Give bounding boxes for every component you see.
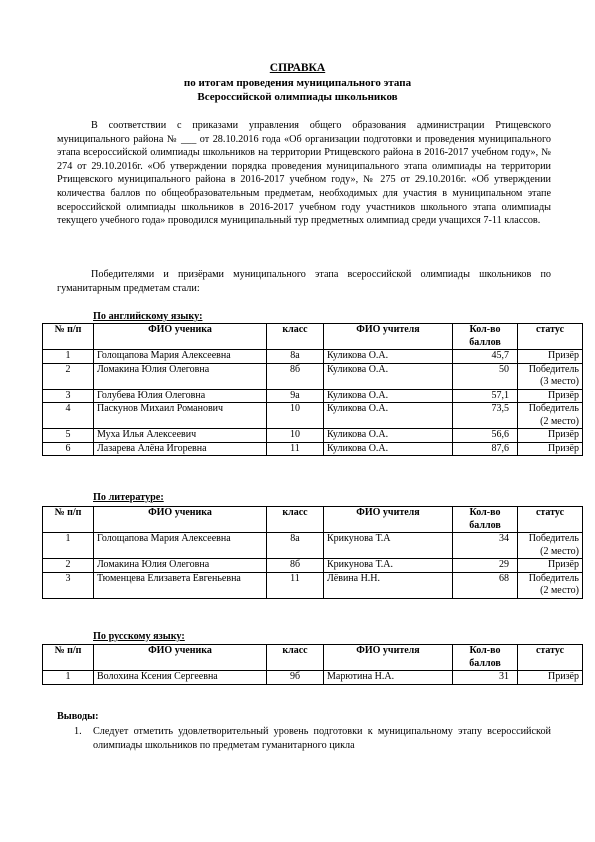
cell-class: 11	[267, 442, 324, 456]
table-row	[43, 350, 583, 364]
cell-score: 34	[453, 533, 518, 559]
cell-num: 5	[43, 429, 94, 443]
col-teacher-header: ФИО учителя	[324, 324, 453, 350]
col-class-header: класс	[267, 507, 324, 533]
cell-name: Муха Илья Алексеевич	[94, 429, 267, 443]
col-status-header: статус	[518, 324, 583, 350]
cell-name: Ломакина Юлия Олеговна	[94, 559, 267, 573]
cell-num: 3	[43, 389, 94, 403]
col-status-header: статус	[518, 645, 583, 671]
table-row	[43, 429, 583, 443]
cell-score: 56,6	[453, 429, 518, 443]
cell-teacher: Куликова О.А.	[324, 442, 453, 456]
cell-num: 1	[43, 671, 94, 685]
cell-status: Призёр	[518, 559, 583, 573]
intro-paragraph-text: В соответствии с приказами управления общего образования администрации Ртищевского муниципального района № ___ от 28.10.2016 года «Об организации подготовки и проведения муниципального этапа всероссийской олимпиады школьников на территории Ртищевского района в 2016-2017 учебном году», № 274 от 29.10.2016г. «Об утверждении порядка проведения муниципального этапа олимпиады на территории Ртищевского муниципального района в 2016-2017 учебном году», № 275 от 29.10.2016г. «Об утверждении количества баллов по общеобразовательным предметам, необходимых для участия в муниципальном этапе всероссийской олимпиады школьников в 2016-2017 учебном году участников школьного этапа олимпиады текущего учебного года» проводился муниципальный тур предметных олимпиад среди учащихся 7-11 классов.	[57, 120, 551, 227]
conclusion-item-number: 1.	[74, 726, 82, 737]
cell-score: 50	[453, 363, 518, 389]
table-header-row	[43, 645, 583, 671]
winners-paragraph	[57, 268, 551, 295]
cell-name: Ломакина Юлия Олеговна	[94, 363, 267, 389]
col-score-header: Кол-во баллов	[453, 507, 518, 533]
cell-name: Паскунов Михаил Романович	[94, 403, 267, 429]
table-header-row	[43, 324, 583, 350]
cell-score: 29	[453, 559, 518, 573]
col-teacher-header: ФИО учителя	[324, 645, 453, 671]
section-heading-literature: По литературе:	[93, 492, 164, 503]
cell-teacher: Лёвина Н.Н.	[324, 572, 453, 598]
cell-score: 57,1	[453, 389, 518, 403]
cell-class: 8б	[267, 559, 324, 573]
cell-status: Призёр	[518, 671, 583, 685]
cell-teacher: Куликова О.А.	[324, 363, 453, 389]
cell-status: Призёр	[518, 442, 583, 456]
section-heading-english: По английскому языку:	[93, 311, 203, 322]
table-row	[43, 389, 583, 403]
col-class-header: класс	[267, 645, 324, 671]
cell-name: Волохина Ксения Сергеевна	[94, 671, 267, 685]
table-row	[43, 572, 583, 598]
col-name-header: ФИО ученика	[94, 324, 267, 350]
cell-status: Призёр	[518, 350, 583, 364]
cell-class: 10	[267, 429, 324, 443]
cell-num: 1	[43, 350, 94, 364]
cell-name: Голубева Юлия Олеговна	[94, 389, 267, 403]
cell-status: Призёр	[518, 389, 583, 403]
winners-paragraph-text: Победителями и призёрами муниципального этапа всероссийской олимпиады школьников по гуманитарным предметам стали:	[57, 269, 551, 294]
cell-score: 68	[453, 572, 518, 598]
cell-score: 73,5	[453, 403, 518, 429]
table-row	[43, 442, 583, 456]
results-table-english	[42, 323, 583, 456]
cell-num: 1	[43, 533, 94, 559]
table-row	[43, 363, 583, 389]
col-name-header: ФИО ученика	[94, 645, 267, 671]
cell-teacher: Куликова О.А.	[324, 429, 453, 443]
section-heading-russian: По русскому языку:	[93, 631, 185, 642]
table-row	[43, 671, 583, 685]
table-row	[43, 403, 583, 429]
col-teacher-header: ФИО учителя	[324, 507, 453, 533]
cell-class: 8а	[267, 533, 324, 559]
table-header-row	[43, 507, 583, 533]
col-status-header: статус	[518, 507, 583, 533]
cell-status: Призёр	[518, 429, 583, 443]
cell-num: 2	[43, 363, 94, 389]
results-table-russian	[42, 644, 583, 685]
cell-name: Голощапова Мария Алексеевна	[94, 533, 267, 559]
cell-class: 10	[267, 403, 324, 429]
col-score-header: Кол-во баллов	[453, 645, 518, 671]
cell-num: 3	[43, 572, 94, 598]
intro-paragraph	[57, 119, 551, 228]
cell-teacher: Марютина Н.А.	[324, 671, 453, 685]
col-num-header: № п/п	[43, 507, 94, 533]
cell-teacher: Куликова О.А.	[324, 389, 453, 403]
cell-teacher: Крикунова Т.А.	[324, 559, 453, 573]
cell-teacher: Куликова О.А.	[324, 350, 453, 364]
table-row	[43, 559, 583, 573]
col-name-header: ФИО ученика	[94, 507, 267, 533]
cell-teacher: Крикунова Т.А	[324, 533, 453, 559]
document-title: СПРАВКА	[269, 62, 326, 74]
cell-score: 45,7	[453, 350, 518, 364]
col-num-header: № п/п	[43, 324, 94, 350]
col-score-header: Кол-во баллов	[453, 324, 518, 350]
cell-name: Голощапова Мария Алексеевна	[94, 350, 267, 364]
cell-num: 4	[43, 403, 94, 429]
cell-num: 2	[43, 559, 94, 573]
cell-class: 9б	[267, 671, 324, 685]
cell-class: 11	[267, 572, 324, 598]
cell-teacher: Куликова О.А.	[324, 403, 453, 429]
col-num-header: № п/п	[43, 645, 94, 671]
cell-class: 8а	[267, 350, 324, 364]
col-class-header: класс	[267, 324, 324, 350]
cell-num: 6	[43, 442, 94, 456]
cell-score: 31	[453, 671, 518, 685]
cell-status: Победитель (2 место)	[518, 533, 583, 559]
cell-status: Победитель (3 место)	[518, 363, 583, 389]
cell-name: Тюменцева Елизавета Евгеньевна	[94, 572, 267, 598]
cell-score: 87,6	[453, 442, 518, 456]
results-table-literature	[42, 506, 583, 599]
conclusion-item-text: Следует отметить удовлетворительный уровень подготовки к муниципальному этапу всероссийской олимпиады школьников по предметам гуманитарного цикла	[93, 726, 551, 751]
cell-status: Победитель (2 место)	[518, 572, 583, 598]
document-subtitle-line1: по итогам проведения муниципального этапа	[183, 77, 412, 89]
conclusions-heading: Выводы:	[57, 711, 99, 722]
table-row	[43, 533, 583, 559]
cell-status: Победитель (2 место)	[518, 403, 583, 429]
cell-name: Лазарева Алёна Игоревна	[94, 442, 267, 456]
cell-class: 9а	[267, 389, 324, 403]
cell-class: 8б	[267, 363, 324, 389]
document-subtitle-line2: Всероссийской олимпиады школьников	[197, 91, 398, 103]
